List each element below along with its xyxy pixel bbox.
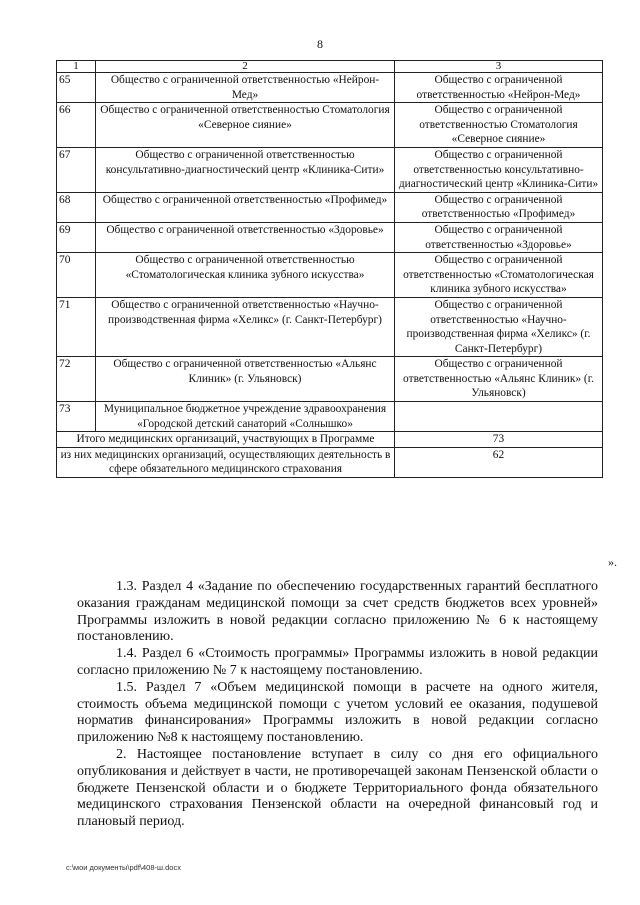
table-row [57, 253, 603, 298]
organization-name-oms: Общество с ограниченной ответственностью «Нейрон-Мед» [395, 73, 603, 103]
paragraph-1-3: 1.3. Раздел 4 «Задание по обеспечению государственных гарантий бесплатного оказания гражданам медицинской помощи за счет средств бюджетов всех уровней» Программы изложить в новой редакции согласно приложению № 6 к настоящему постановлению. [77, 579, 598, 645]
row-number: 73 [57, 402, 96, 432]
organization-name-oms: Общество с ограниченной ответственностью консультативно-диагностический центр «Клиника-Сити» [395, 147, 603, 192]
table-row [57, 222, 603, 252]
organization-name: Общество с ограниченной ответственностью «Профимед» [96, 192, 395, 222]
row-number: 70 [57, 253, 96, 298]
paragraph-2: 2. Настоящее постановление вступает в силу со дня его официального опубликования и действует в части, не противоречащей законам Пензенской области о бюджете Пензенской области и о бюджете Территориального фонда обязательного медицинского страхования Пензенской области на очередной финансовый год и плановый период. [77, 746, 598, 830]
header-col-3: 3 [395, 61, 603, 73]
organization-name-oms: Общество с ограниченной ответственностью «Научно-производственная фирма «Хеликс» (г. Санкт-Петербург) [395, 297, 603, 356]
oms-total-value: 62 [395, 447, 603, 477]
row-number: 67 [57, 147, 96, 192]
organization-name-oms: Общество с ограниченной ответственностью «Стоматологическая клиника зубного искусства» [395, 253, 603, 298]
organization-name-oms [395, 402, 603, 432]
oms-total-label: из них медицинских организаций, осуществляющих деятельность в сфере обязательного медицинского страхования [57, 447, 395, 477]
total-row [57, 432, 603, 448]
organization-name: Общество с ограниченной ответственностью Стоматология «Северное сияние» [96, 103, 395, 148]
organization-name: Общество с ограниченной ответственностью «Альянс Клиник» (г. Ульяновск) [96, 357, 395, 402]
row-number: 72 [57, 357, 96, 402]
organization-name-oms: Общество с ограниченной ответственностью «Здоровье» [395, 222, 603, 252]
row-number: 68 [57, 192, 96, 222]
table-header-row [57, 61, 603, 73]
page-number: 8 [317, 37, 323, 51]
table-row [57, 357, 603, 402]
organization-name-oms: Общество с ограниченной ответственностью «Альянс Клиник» (г. Ульяновск) [395, 357, 603, 402]
total-value: 73 [395, 432, 603, 448]
row-number: 69 [57, 222, 96, 252]
table-row [57, 73, 603, 103]
body-text [77, 579, 598, 831]
table-row [57, 103, 603, 148]
organizations-table [56, 60, 603, 478]
organization-name-oms: Общество с ограниченной ответственностью «Профимед» [395, 192, 603, 222]
table-row [57, 402, 603, 432]
header-col-2: 2 [96, 61, 395, 73]
header-col-1: 1 [57, 61, 96, 73]
closing-quote: ». [608, 555, 617, 569]
table-row [57, 297, 603, 356]
organization-name: Общество с ограниченной ответственностью «Здоровье» [96, 222, 395, 252]
table-row [57, 192, 603, 222]
footer-file-path: c:\мои документы\pdf\408-ш.docx [66, 863, 181, 872]
paragraph-1-4: 1.4. Раздел 6 «Стоимость программы» Программы изложить в новой редакции согласно приложению № 7 к настоящему постановлению. [77, 646, 598, 678]
organization-name-oms: Общество с ограниченной ответственностью Стоматология «Северное сияние» [395, 103, 603, 148]
row-number: 71 [57, 297, 96, 356]
row-number: 65 [57, 73, 96, 103]
organization-name: Общество с ограниченной ответственностью «Научно-производственная фирма «Хеликс» (г. Санкт-Петербург) [96, 297, 395, 356]
organization-name: Общество с ограниченной ответственностью консультативно-диагностический центр «Клиника-Сити» [96, 147, 395, 192]
row-number: 66 [57, 103, 96, 148]
total-label: Итого медицинских организаций, участвующих в Программе [57, 432, 395, 448]
organization-name: Муниципальное бюджетное учреждение здравоохранения «Городской детский санаторий «Солнышко» [96, 402, 395, 432]
table-row [57, 147, 603, 192]
organization-name: Общество с ограниченной ответственностью «Нейрон-Мед» [96, 73, 395, 103]
paragraph-1-5: 1.5. Раздел 7 «Объем медицинской помощи в расчете на одного жителя, стоимость объема медицинской помощи с учетом условий ее оказания, подушевой норматив финансирования» Программы изложить в новой редакции согласно приложению №8 к настоящему постановлению. [77, 679, 598, 746]
oms-total-row [57, 447, 603, 477]
organization-name: Общество с ограниченной ответственностью «Стоматологическая клиника зубного искусства» [96, 253, 395, 298]
